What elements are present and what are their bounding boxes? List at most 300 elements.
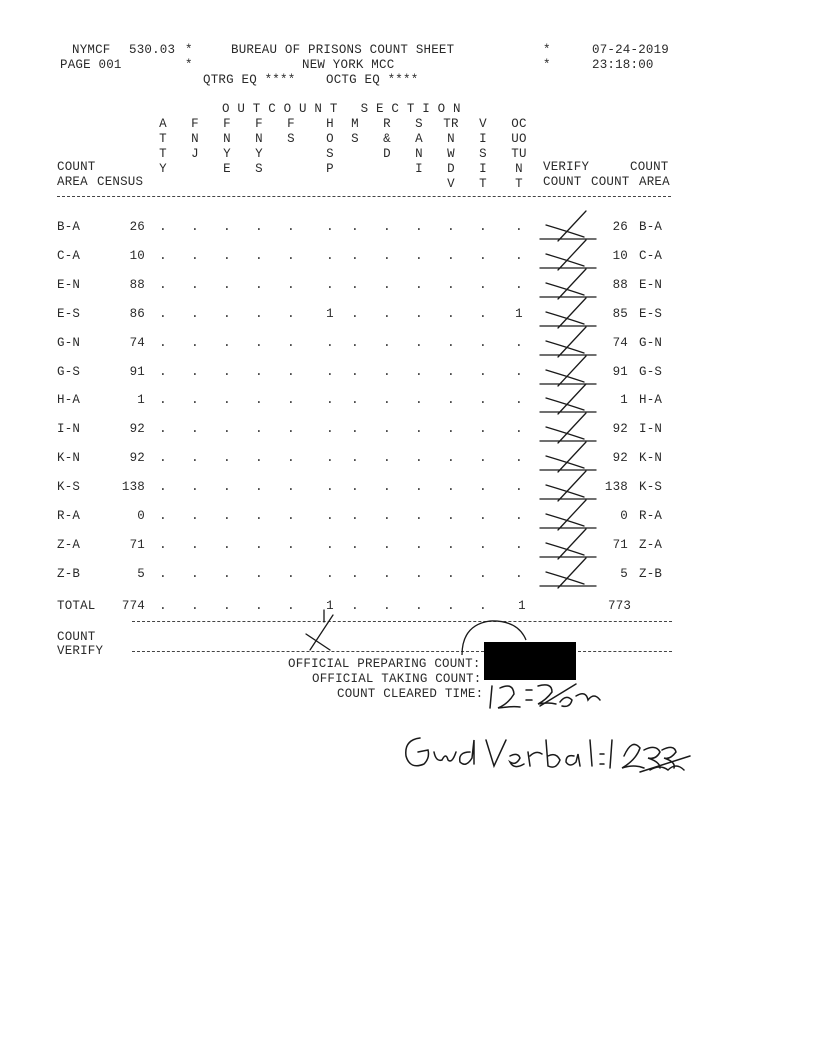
empty-cell-dot: . [191,422,199,436]
empty-cell-dot: . [383,538,391,552]
count-verify-label: VERIFY [57,644,104,658]
empty-cell-dot: . [351,365,359,379]
empty-cell-dot: . [351,422,359,436]
empty-cell-dot: . [415,567,423,581]
verify-line [132,651,484,652]
row-count-area: Z-B [639,567,663,581]
row-count-area: E-N [639,278,663,292]
empty-cell-dot: . [191,509,199,523]
row-area: E-N [57,278,81,292]
empty-cell-dot: . [515,509,523,523]
empty-cell-dot: . [255,422,263,436]
empty-cell-dot: . [479,307,487,321]
empty-cell-dot: . [223,393,231,407]
empty-cell-dot: . [326,220,334,234]
empty-cell-dot: . [515,393,523,407]
outcount-column-header: H [326,117,334,131]
empty-cell-dot: . [223,480,231,494]
empty-cell-dot: . [191,278,199,292]
empty-cell-dot: . [415,393,423,407]
empty-cell-dot: . [383,599,391,613]
empty-cell-dot: . [515,220,523,234]
row-area: C-A [57,249,81,263]
row-count-area: E-S [639,307,663,321]
empty-cell-dot: . [255,365,263,379]
row-census: 92 [129,451,145,465]
outcount-column-header: T [159,132,167,146]
total-label: TOTAL [57,599,96,613]
outcount-column-header: T [159,147,167,161]
empty-cell-dot: . [383,365,391,379]
row-count: 92 [612,451,628,465]
empty-cell-dot: . [351,599,359,613]
outcount-column-header: Y [223,147,231,161]
outcount-column-header: N [515,162,523,176]
empty-cell-dot: . [223,220,231,234]
outcount-column-header: O [326,132,334,146]
empty-cell-dot: . [479,336,487,350]
empty-cell-dot: . [326,509,334,523]
row-census: 88 [129,278,145,292]
verify-check-mark [540,298,596,328]
empty-cell-dot: . [351,538,359,552]
empty-cell-dot: . [415,599,423,613]
verify-line [578,651,672,652]
empty-cell-dot: . [191,336,199,350]
outcount-column-header: F [223,117,231,131]
outcount-column-header: W [447,147,455,161]
empty-cell-dot: . [383,249,391,263]
empty-cell-dot: . [159,365,167,379]
empty-cell-dot: . [515,278,523,292]
outcount-column-header: T [515,177,523,191]
outcount-column-header: S [351,132,359,146]
row-count-area: G-S [639,365,663,379]
outcount-column-header: D [383,147,391,161]
empty-cell-dot: . [479,509,487,523]
header-divider [57,196,671,197]
verify-check-mark [540,529,596,559]
empty-cell-dot: . [255,336,263,350]
empty-cell-dot: . [415,220,423,234]
verify-header: VERIFY [543,160,590,174]
header-star: * [185,58,193,72]
empty-cell-dot: . [515,249,523,263]
empty-cell-dot: . [479,365,487,379]
empty-cell-dot: . [159,480,167,494]
empty-cell-dot: . [287,480,295,494]
empty-cell-dot: . [223,278,231,292]
verify-check-mark [540,500,596,530]
outcount-column-header: S [287,132,295,146]
verify-check-mark [540,211,596,241]
row-count-area: C-A [639,249,663,263]
verify-check-mark [540,471,596,501]
row-count: 85 [612,307,628,321]
row-census: 71 [129,538,145,552]
row-count: 138 [604,480,628,494]
row-area: K-N [57,451,81,465]
empty-cell-dot: . [383,567,391,581]
empty-cell-dot: . [415,307,423,321]
empty-cell-dot: . [159,278,167,292]
empty-cell-dot: . [326,393,334,407]
empty-cell-dot: . [326,567,334,581]
empty-cell-dot: . [191,567,199,581]
empty-cell-dot: . [415,249,423,263]
row-count-area: B-A [639,220,663,234]
outcount-column-header: A [415,132,423,146]
outcount-column-header: N [447,132,455,146]
row-count: 1 [620,393,628,407]
outcount-column-header: P [326,162,334,176]
outcount-column-header: S [415,117,423,131]
empty-cell-dot: . [326,278,334,292]
empty-cell-dot: . [479,480,487,494]
empty-cell-dot: . [287,422,295,436]
empty-cell-dot: . [191,538,199,552]
empty-cell-dot: . [351,451,359,465]
empty-cell-dot: . [255,538,263,552]
verify-check-mark [540,442,596,472]
empty-cell-dot: . [191,393,199,407]
empty-cell-dot: . [447,307,455,321]
report-date: 07-24-2019 [592,43,670,57]
empty-cell-dot: . [383,307,391,321]
outcount-column-header: V [479,117,487,131]
empty-cell-dot: . [515,422,523,436]
row-count: 88 [612,278,628,292]
row-census: 74 [129,336,145,350]
empty-cell-dot: . [479,451,487,465]
outcount-column-header: F [191,117,199,131]
outcount-column-header: UO [511,132,527,146]
institution-code: NYMCF [72,43,111,57]
empty-cell-dot: . [191,480,199,494]
row-area: Z-A [57,538,81,552]
empty-cell-dot: . [383,336,391,350]
count-verify-label: COUNT [57,630,96,644]
verify-check-mark [540,558,596,588]
report-number: 530.03 [129,43,176,57]
empty-cell-dot: . [415,422,423,436]
total-ocin: 1 [518,599,526,613]
empty-cell-dot: . [255,509,263,523]
outcount-column-header: F [287,117,295,131]
empty-cell-dot: . [447,599,455,613]
empty-cell-dot: . [351,567,359,581]
row-census: 0 [137,509,145,523]
empty-cell-dot: . [447,567,455,581]
empty-cell-dot: . [255,480,263,494]
row-census: 5 [137,567,145,581]
total-verify-check [306,610,333,650]
empty-cell-dot: . [287,336,295,350]
row-count: 5 [620,567,628,581]
qtrg-eq: QTRG EQ **** [203,73,296,87]
empty-cell-dot: . [191,220,199,234]
outcount-column-header: Y [255,147,263,161]
census-header: CENSUS [97,175,144,189]
row-count-area: G-N [639,336,663,350]
row-census: 92 [129,422,145,436]
empty-cell-dot: . [447,422,455,436]
empty-cell-dot: . [287,278,295,292]
empty-cell-dot: . [191,451,199,465]
empty-cell-dot: . [159,451,167,465]
empty-cell-dot: . [351,509,359,523]
outcount-column-header: I [415,162,423,176]
row-area: G-S [57,365,81,379]
empty-cell-dot: . [351,393,359,407]
header-star: * [543,43,551,57]
empty-cell-dot: . [223,422,231,436]
page-number: PAGE 001 [60,58,122,72]
empty-cell-dot: . [415,451,423,465]
row-area: E-S [57,307,81,321]
row-count-area: I-N [639,422,663,436]
empty-cell-dot: . [287,538,295,552]
empty-cell-dot: . [223,365,231,379]
row-census: 86 [129,307,145,321]
count-area-header: AREA [639,175,670,189]
empty-cell-dot: . [159,307,167,321]
outcount-column-header: D [447,162,455,176]
verify-check-mark [540,240,596,270]
row-census: 10 [129,249,145,263]
empty-cell-dot: . [191,307,199,321]
row-count: 71 [612,538,628,552]
report-time: 23:18:00 [592,58,654,72]
row-hosp: 1 [326,307,334,321]
row-count-area: R-A [639,509,663,523]
row-count-area: K-N [639,451,663,465]
empty-cell-dot: . [255,393,263,407]
outcount-column-header: V [447,177,455,191]
outcount-column-header: N [223,132,231,146]
outcount-column-header: S [326,147,334,161]
row-area: I-N [57,422,81,436]
outcount-column-header: M [351,117,359,131]
total-divider [132,621,672,622]
empty-cell-dot: . [515,538,523,552]
empty-cell-dot: . [447,220,455,234]
verify-check-mark [540,327,596,357]
row-area: Z-B [57,567,81,581]
row-census: 91 [129,365,145,379]
total-count: 773 [608,599,632,613]
verify-check-mark [540,384,596,414]
empty-cell-dot: . [383,422,391,436]
empty-cell-dot: . [479,220,487,234]
empty-cell-dot: . [447,278,455,292]
empty-cell-dot: . [326,422,334,436]
empty-cell-dot: . [223,249,231,263]
outcount-column-header: Y [159,162,167,176]
empty-cell-dot: . [447,538,455,552]
empty-cell-dot: . [326,249,334,263]
empty-cell-dot: . [287,567,295,581]
verify-check-mark [540,269,596,299]
official-preparing-label: OFFICIAL PREPARING COUNT: [288,657,481,671]
empty-cell-dot: . [447,336,455,350]
empty-cell-dot: . [159,249,167,263]
empty-cell-dot: . [223,336,231,350]
count-count-header: COUNT [591,175,630,189]
empty-cell-dot: . [287,307,295,321]
outcount-column-header: R [383,117,391,131]
empty-cell-dot: . [223,538,231,552]
empty-cell-dot: . [383,393,391,407]
outcount-column-header: J [191,147,199,161]
empty-cell-dot: . [255,249,263,263]
empty-cell-dot: . [287,599,295,613]
octg-eq: OCTG EQ **** [326,73,419,87]
empty-cell-dot: . [223,451,231,465]
row-count-area: H-A [639,393,663,407]
empty-cell-dot: . [515,336,523,350]
header-star: * [543,58,551,72]
empty-cell-dot: . [447,365,455,379]
empty-cell-dot: . [255,599,263,613]
handwritten-cleared-time [490,684,600,708]
empty-cell-dot: . [479,599,487,613]
row-count: 10 [612,249,628,263]
empty-cell-dot: . [159,538,167,552]
row-count-area: K-S [639,480,663,494]
empty-cell-dot: . [287,451,295,465]
empty-cell-dot: . [287,393,295,407]
empty-cell-dot: . [255,278,263,292]
empty-cell-dot: . [255,451,263,465]
row-area: G-N [57,336,81,350]
row-area: K-S [57,480,81,494]
empty-cell-dot: . [159,393,167,407]
outcount-column-header: I [479,132,487,146]
redaction-box [484,642,576,680]
verify-count-header: COUNT [543,175,582,189]
empty-cell-dot: . [415,336,423,350]
empty-cell-dot: . [255,567,263,581]
empty-cell-dot: . [326,538,334,552]
outcount-column-header: S [255,162,263,176]
empty-cell-dot: . [447,249,455,263]
empty-cell-dot: . [223,307,231,321]
outcount-column-header: & [383,132,391,146]
empty-cell-dot: . [479,567,487,581]
empty-cell-dot: . [287,220,295,234]
empty-cell-dot: . [351,278,359,292]
total-census: 774 [121,599,145,613]
empty-cell-dot: . [191,365,199,379]
empty-cell-dot: . [159,336,167,350]
empty-cell-dot: . [415,365,423,379]
row-census: 138 [121,480,145,494]
outcount-column-header: N [191,132,199,146]
header-star: * [185,43,193,57]
empty-cell-dot: . [479,538,487,552]
empty-cell-dot: . [479,393,487,407]
outcount-column-header: N [255,132,263,146]
empty-cell-dot: . [383,278,391,292]
empty-cell-dot: . [159,567,167,581]
empty-cell-dot: . [415,278,423,292]
empty-cell-dot: . [447,480,455,494]
empty-cell-dot: . [287,249,295,263]
outcount-column-header: A [159,117,167,131]
count-area-header: COUNT [57,160,96,174]
outcount-column-header: OC [511,117,527,131]
empty-cell-dot: . [415,538,423,552]
empty-cell-dot: . [351,307,359,321]
outcount-column-header: TR [443,117,459,131]
empty-cell-dot: . [415,480,423,494]
outcount-column-header: T [479,177,487,191]
empty-cell-dot: . [351,220,359,234]
empty-cell-dot: . [191,249,199,263]
row-census: 26 [129,220,145,234]
empty-cell-dot: . [223,509,231,523]
official-taking-label: OFFICIAL TAKING COUNT: [312,672,482,686]
total-hosp: 1 [326,599,334,613]
outcount-column-header: TU [511,147,527,161]
empty-cell-dot: . [383,509,391,523]
count-cleared-label: COUNT CLEARED TIME: [337,687,484,701]
empty-cell-dot: . [287,509,295,523]
empty-cell-dot: . [479,422,487,436]
empty-cell-dot: . [255,307,263,321]
empty-cell-dot: . [515,365,523,379]
verify-check-mark [540,413,596,443]
outcount-section-title: O U T C O U N T S E C T I O N [222,102,461,116]
outcount-column-header: E [223,162,231,176]
empty-cell-dot: . [223,567,231,581]
empty-cell-dot: . [479,278,487,292]
empty-cell-dot: . [326,365,334,379]
empty-cell-dot: . [515,451,523,465]
empty-cell-dot: . [479,249,487,263]
empty-cell-dot: . [415,509,423,523]
empty-cell-dot: . [191,599,199,613]
outcount-column-header: N [415,147,423,161]
empty-cell-dot: . [223,599,231,613]
count-header: COUNT [630,160,669,174]
empty-cell-dot: . [383,451,391,465]
empty-cell-dot: . [383,480,391,494]
empty-cell-dot: . [351,480,359,494]
empty-cell-dot: . [447,509,455,523]
empty-cell-dot: . [159,509,167,523]
outcount-column-header: F [255,117,263,131]
empty-cell-dot: . [351,336,359,350]
empty-cell-dot: . [447,451,455,465]
empty-cell-dot: . [326,336,334,350]
count-area-header: AREA [57,175,88,189]
empty-cell-dot: . [447,393,455,407]
row-ocin: 1 [515,307,523,321]
row-census: 1 [137,393,145,407]
row-count-area: Z-A [639,538,663,552]
outcount-column-header: I [479,162,487,176]
row-area: H-A [57,393,81,407]
row-area: B-A [57,220,81,234]
empty-cell-dot: . [287,365,295,379]
row-count: 91 [612,365,628,379]
facility-name: NEW YORK MCC [302,58,395,72]
outcount-column-header: S [479,147,487,161]
empty-cell-dot: . [515,567,523,581]
empty-cell-dot: . [159,599,167,613]
